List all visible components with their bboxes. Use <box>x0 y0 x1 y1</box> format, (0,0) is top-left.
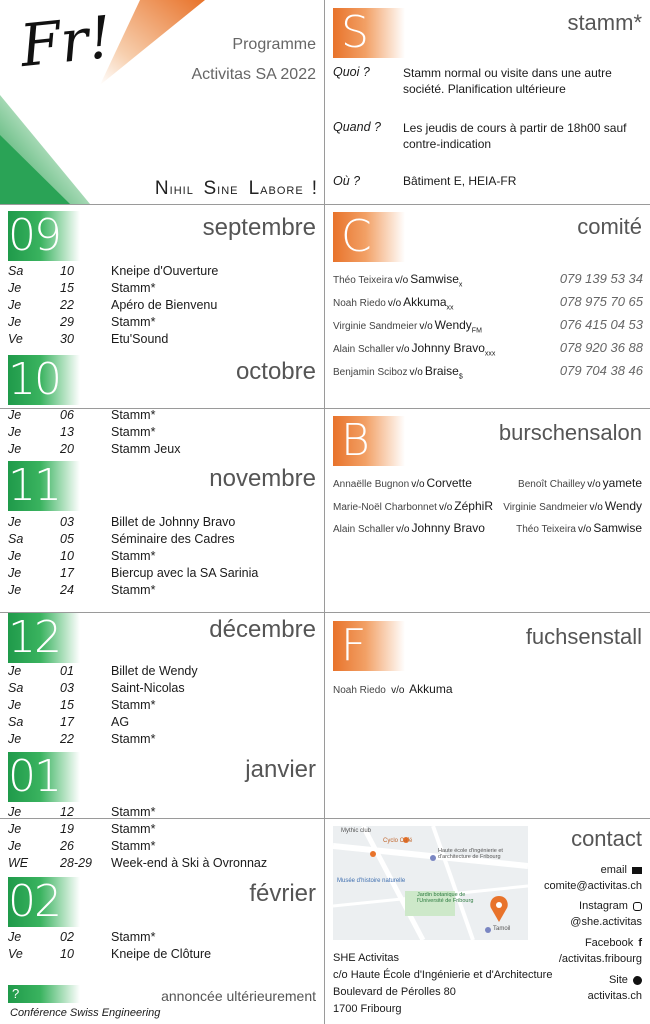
event-title: Billet de Johnny Bravo <box>111 515 236 529</box>
vulgo-mark: v/o <box>589 502 603 513</box>
section-badge: C <box>333 212 405 262</box>
month-badge: 12 <box>8 613 80 663</box>
stamm-a2: Les jeudis de cours à partir de 18h00 sauf contre-indication <box>403 121 627 151</box>
event-day: Je <box>8 549 22 563</box>
map-label-heia: Haute école d'ingénierie et d'architecture de Fribourg <box>438 848 503 860</box>
member-charge: xxx <box>484 350 496 358</box>
event-row <box>8 680 318 697</box>
member-name: Annaëlle Bugnon <box>333 479 410 490</box>
event-date: 02 <box>60 930 74 944</box>
event-row <box>8 946 318 963</box>
event-title: Billet de Wendy <box>111 664 198 678</box>
comite-member <box>333 316 643 334</box>
event-day: Je <box>8 566 22 580</box>
member-vulgo: ZéphiR <box>454 499 493 513</box>
event-day: Je <box>8 315 22 329</box>
event-row <box>8 582 318 599</box>
facebook-link[interactable]: /activitas.fribourg <box>558 953 642 965</box>
event-title: Biercup avec la SA Sarinia <box>111 566 259 580</box>
vulgo-mark: v/o <box>394 275 409 286</box>
section-title: fuchsenstall <box>525 624 642 649</box>
map-label-mythic: Mythic club <box>341 828 372 834</box>
event-row <box>8 531 318 548</box>
member-vulgo: Wendy <box>604 499 642 513</box>
contact-title: contact <box>571 826 642 851</box>
site-link[interactable]: activitas.ch <box>587 990 642 1002</box>
vulgo-mark: v/o <box>419 321 433 332</box>
later-event: Conférence Swiss Engineering <box>10 1007 161 1019</box>
event-title: Stamm* <box>111 281 156 295</box>
row-divider-2 <box>0 612 650 613</box>
event-title: Stamm* <box>111 822 156 836</box>
event-day: Je <box>8 442 22 456</box>
event-date: 15 <box>60 281 74 295</box>
event-day: Je <box>8 664 22 678</box>
member-vulgo: Samwise <box>593 521 642 535</box>
program-title: Programme <box>232 36 316 53</box>
event-day: Sa <box>8 715 24 729</box>
event-day: Je <box>8 930 22 944</box>
event-title: Stamm* <box>111 839 156 853</box>
stamm-q3: Où ? <box>333 174 361 188</box>
vulgo-mark: v/o <box>409 367 423 378</box>
map-label-jardin: Jardin botanique de l'Université de Fribourg <box>417 892 474 904</box>
event-row <box>8 804 318 821</box>
member-vulgo: yamete <box>602 476 642 490</box>
vulgo-mark: v/o <box>438 502 453 513</box>
event-row <box>8 331 318 348</box>
month-name: décembre <box>209 616 316 643</box>
month-name: février <box>249 880 316 907</box>
burschensalon-member <box>518 476 642 490</box>
member-phone[interactable]: 078 975 70 65 <box>559 294 643 309</box>
map-label-tamoil: Tamoil <box>493 926 511 932</box>
member-vulgo: Johnny Bravo <box>411 341 485 355</box>
event-title: Stamm Jeux <box>111 442 181 456</box>
event-row <box>8 929 318 946</box>
event-date: 10 <box>60 549 74 563</box>
vulgo-mark: v/o <box>587 479 601 490</box>
month-badge: 09 <box>8 211 80 261</box>
event-title: Saint-Nicolas <box>111 681 185 695</box>
instagram-icon <box>633 902 642 911</box>
later-badge: ? <box>8 985 80 1003</box>
mail-icon <box>632 867 642 874</box>
section-title: comité <box>577 214 642 239</box>
event-title: Week-end à Ski à Ovronnaz <box>111 856 268 870</box>
event-row <box>8 855 318 872</box>
member-charge: FM <box>471 327 482 335</box>
globe-icon <box>633 976 642 985</box>
vulgo-mark: v/o <box>577 524 592 535</box>
event-day: Je <box>8 805 22 819</box>
section-title: stamm* <box>567 10 642 35</box>
event-day: Je <box>8 408 22 422</box>
map-label-cyclo: Cyclo Café <box>383 838 413 844</box>
section-badge: S <box>333 8 405 58</box>
event-day: Je <box>8 583 22 597</box>
event-date: 15 <box>60 698 74 712</box>
event-title: Stamm* <box>111 583 156 597</box>
event-title: AG <box>111 715 130 729</box>
vulgo-mark: v/o <box>396 344 410 355</box>
event-date: 17 <box>60 566 74 580</box>
burschensalon-member <box>516 521 642 535</box>
comite-member <box>333 270 643 288</box>
member-vulgo: Samwise <box>410 272 459 286</box>
stamm-a1: Stamm normal ou visite dans une autre société. Planification ultérieure <box>403 66 612 96</box>
event-title: Stamm* <box>111 930 156 944</box>
event-title: Kneipe de Clôture <box>111 947 212 961</box>
member-charge: x <box>458 281 463 289</box>
member-name: Alain Schaller <box>333 524 395 535</box>
month-name: janvier <box>245 756 316 783</box>
event-date: 03 <box>60 515 74 529</box>
event-date: 26 <box>60 839 74 853</box>
event-day: Sa <box>8 532 24 546</box>
address-line: Boulevard de Pérolles 80 <box>333 986 456 998</box>
event-title: Séminaire des Cadres <box>111 532 235 546</box>
event-day: Je <box>8 698 22 712</box>
event-title: Stamm* <box>111 549 156 563</box>
event-row <box>8 697 318 714</box>
month-name: septembre <box>202 214 316 241</box>
vulgo-mark: v/o <box>411 479 425 490</box>
event-day: WE <box>8 856 29 870</box>
header-panel <box>0 0 324 204</box>
event-day: Je <box>8 425 22 439</box>
event-row <box>8 821 318 838</box>
event-date: 10 <box>60 947 74 961</box>
event-date: 12 <box>60 805 74 819</box>
logo-text: Fr! <box>16 2 115 81</box>
comite-member <box>333 339 643 357</box>
event-row <box>8 731 318 748</box>
event-row <box>8 663 318 680</box>
section-badge: F <box>333 621 405 671</box>
member-charge: xx <box>446 304 454 312</box>
vertical-divider <box>324 0 325 1024</box>
month-badge: 11 <box>8 461 80 511</box>
event-day: Ve <box>8 332 23 346</box>
burschensalon-member <box>333 521 485 535</box>
member-name: Benjamin Sciboz <box>333 367 408 378</box>
event-date: 22 <box>60 732 74 746</box>
event-title: Stamm* <box>111 425 156 439</box>
member-phone[interactable]: 076 415 04 53 <box>559 317 643 332</box>
logo <box>16 2 115 112</box>
facebook-icon: f <box>638 937 642 949</box>
month-badge: 10 <box>8 355 80 405</box>
event-date: 22 <box>60 298 74 312</box>
vulgo-mark: v/o <box>396 524 410 535</box>
member-name: Alain Schaller <box>333 344 395 355</box>
member-vulgo: Wendy <box>434 318 472 332</box>
member-vulgo: Braise <box>424 364 459 378</box>
member-vulgo: Corvette <box>426 476 472 490</box>
event-row <box>8 280 318 297</box>
event-date: 24 <box>60 583 74 597</box>
instagram-label-row: Instagram <box>579 900 642 912</box>
event-row <box>8 565 318 582</box>
event-date: 19 <box>60 822 74 836</box>
event-title: Stamm* <box>111 732 156 746</box>
event-row <box>8 441 318 458</box>
event-row <box>8 548 318 565</box>
facebook-label-row: Facebook f <box>584 937 642 949</box>
event-day: Sa <box>8 264 24 278</box>
member-name: Benoît Chailley <box>518 479 586 490</box>
stamm-q2: Quand ? <box>333 120 381 134</box>
event-date: 20 <box>60 442 74 456</box>
member-phone[interactable]: 079 139 53 34 <box>559 271 643 286</box>
event-date: 30 <box>60 332 74 346</box>
event-date: 13 <box>60 425 74 439</box>
event-date: 28-29 <box>60 856 92 870</box>
member-name: Noah Riedo <box>333 298 386 309</box>
event-day: Je <box>8 822 22 836</box>
burschensalon-member <box>333 476 472 490</box>
event-row <box>8 514 318 531</box>
member-charge: $ <box>458 373 463 381</box>
email-link[interactable]: comite@activitas.ch <box>544 880 642 892</box>
event-date: 05 <box>60 532 74 546</box>
event-row <box>8 407 318 424</box>
burschensalon-member <box>333 499 493 513</box>
event-title: Stamm* <box>111 698 156 712</box>
event-row <box>8 838 318 855</box>
later-title: annoncée ultérieurement <box>161 988 316 1004</box>
event-row <box>8 314 318 331</box>
month-name: octobre <box>235 358 316 385</box>
event-row <box>8 424 318 441</box>
member-name: Virginie Sandmeier <box>333 321 418 332</box>
fuchs-member: Noah Riedo v/o Akkuma <box>333 682 453 696</box>
month-badge: 01 <box>8 752 80 802</box>
event-date: 06 <box>60 408 74 422</box>
program-subtitle: Activitas SA 2022 <box>191 66 316 83</box>
email-label-row: email <box>601 864 642 876</box>
event-row <box>8 714 318 731</box>
address-line: 1700 Fribourg <box>333 1003 402 1015</box>
motto-l: LABORE <box>248 178 304 199</box>
event-day: Ve <box>8 947 23 961</box>
motto-n: NIHIL <box>154 178 194 199</box>
section-title: burschensalon <box>498 420 642 445</box>
stamm-a3: Bâtiment E, HEIA-FR <box>403 174 517 188</box>
event-title: Stamm* <box>111 408 156 422</box>
stamm-q1: Quoi ? <box>333 65 370 79</box>
comite-member <box>333 293 643 311</box>
section-badge: B <box>333 416 405 466</box>
event-day: Je <box>8 732 22 746</box>
site-label-row: Site <box>609 974 642 986</box>
event-date: 01 <box>60 664 74 678</box>
motto-s: SINE <box>203 178 239 199</box>
member-vulgo: Johnny Bravo <box>411 521 485 535</box>
event-date: 03 <box>60 681 74 695</box>
member-name: Théo Teixeira <box>516 524 576 535</box>
event-date: 10 <box>60 264 74 278</box>
address-line: SHE Activitas <box>333 952 400 964</box>
motto <box>155 178 318 200</box>
event-day: Je <box>8 298 22 312</box>
event-day: Je <box>8 281 22 295</box>
month-name: novembre <box>209 465 316 492</box>
comite-member <box>333 362 643 380</box>
member-phone[interactable]: 079 704 38 46 <box>559 363 643 378</box>
event-date: 17 <box>60 715 74 729</box>
event-date: 29 <box>60 315 74 329</box>
event-row <box>8 263 318 280</box>
map-label-museum: Musée d'histoire naturelle <box>337 878 406 884</box>
member-name: Marie-Noël Charbonnet <box>333 502 437 513</box>
address-line: c/o Haute École d'Ingénierie et d'Architecture <box>333 969 553 981</box>
event-day: Je <box>8 515 22 529</box>
event-title: Etu'Sound <box>111 332 169 346</box>
member-phone[interactable]: 078 920 36 88 <box>559 340 643 355</box>
month-badge: 02 <box>8 877 80 927</box>
event-day: Je <box>8 839 22 853</box>
event-day: Sa <box>8 681 24 695</box>
member-vulgo: Akkuma <box>403 295 447 309</box>
instagram-link[interactable]: @she.activitas <box>570 916 642 928</box>
event-title: Stamm* <box>111 805 156 819</box>
header-divider <box>0 204 650 205</box>
postal-address <box>333 950 552 1018</box>
member-name: Virginie Sandmeier <box>503 502 588 513</box>
motto-excl: ! <box>311 178 318 199</box>
burschensalon-member <box>503 499 642 513</box>
member-name: Théo Teixeira <box>333 275 393 286</box>
event-title: Stamm* <box>111 315 156 329</box>
event-title: Apéro de Bienvenu <box>111 298 218 312</box>
event-title: Kneipe d'Ouverture <box>111 264 219 278</box>
location-map[interactable] <box>333 826 528 940</box>
event-row <box>8 297 318 314</box>
vulgo-mark: v/o <box>387 298 402 309</box>
